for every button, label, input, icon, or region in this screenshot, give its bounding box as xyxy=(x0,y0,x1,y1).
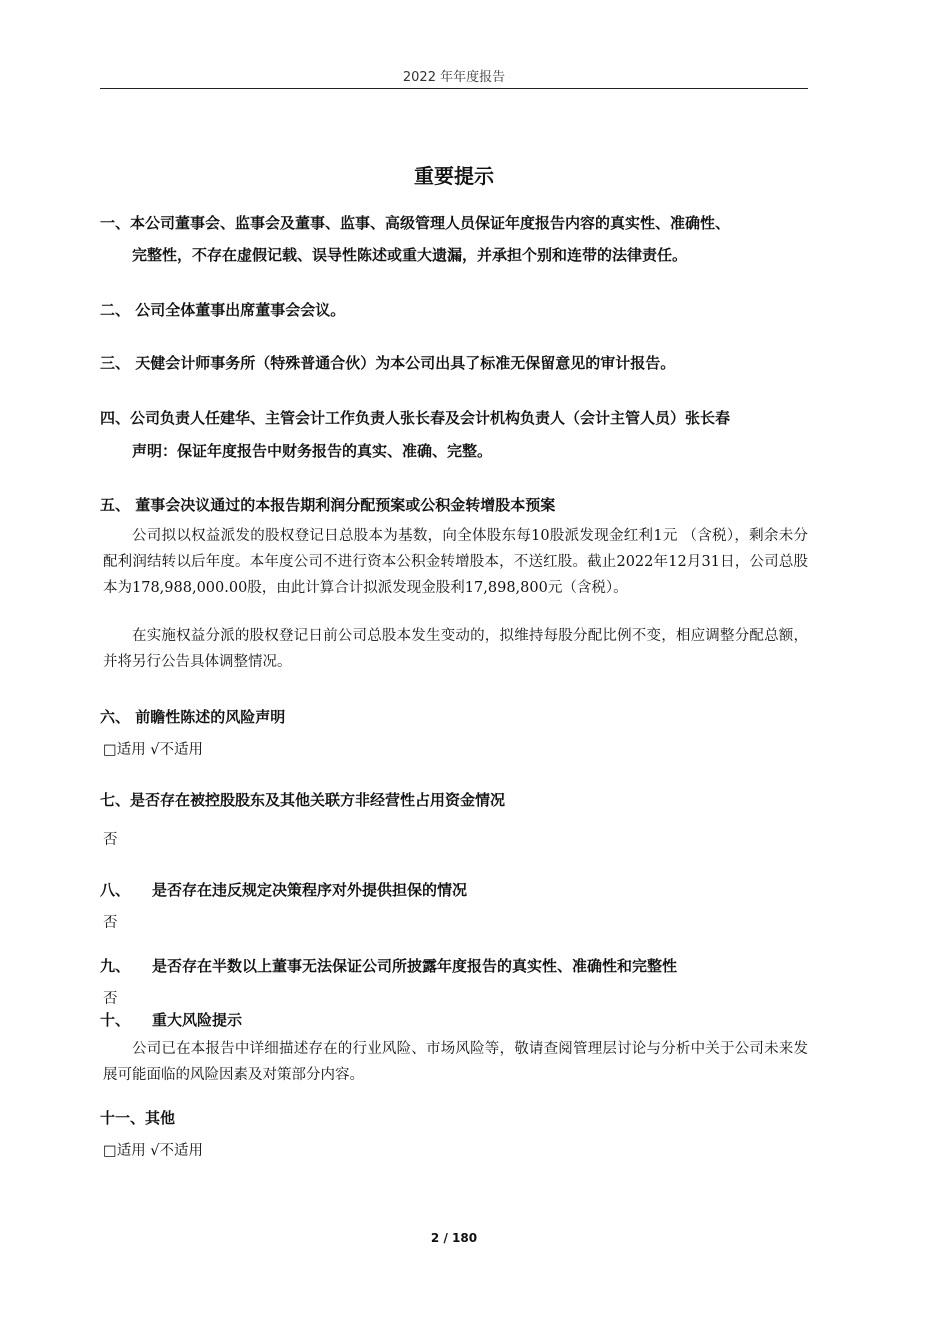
section-5-paragraph-1: 公司拟以权益派发的股权登记日总股本为基数，向全体股东每10股派发现金红利1元 （含税），剩余未分配利润结转以后年度。本年度公司不进行资本公积金转增股本，不送红股。截止2022年12月31日，公司总股本为178,988,000.00股，由此计算合计拟派发现金股利17,898,800元（含税）。 xyxy=(103,528,808,596)
section-8-heading-row xyxy=(100,879,810,900)
section-6-heading: 六、 前瞻性陈述的风险声明 xyxy=(100,708,286,726)
section-1-line-1: 一、本公司董事会、监事会及董事、监事、高级管理人员保证年度报告内容的真实性、准确性、 xyxy=(100,214,731,232)
section-4-line-2: 声明：保证年度报告中财务报告的真实、准确、完整。 xyxy=(132,442,493,460)
section-2: 二、 公司全体董事出席董事会会议。 xyxy=(100,301,346,319)
section-10-heading-row xyxy=(100,1009,810,1030)
section-8-number: 八、 xyxy=(100,881,131,899)
page-header: 2022 年年度报告 xyxy=(402,70,506,85)
page-title: 重要提示 xyxy=(414,164,494,188)
section-4-line-1: 四、公司负责人任建华、主管会计工作负责人张长春及会计机构负责人（会计主管人员）张长春 xyxy=(100,409,731,427)
section-10-number: 十、 xyxy=(100,1011,131,1029)
section-9-number: 九、 xyxy=(100,957,131,975)
section-11-option: □适用 √不适用 xyxy=(103,1143,204,1159)
section-8-heading: 是否存在违反规定决策程序对外提供担保的情况 xyxy=(152,881,468,899)
section-7-answer: 否 xyxy=(103,832,118,848)
section-9-answer: 否 xyxy=(103,991,118,1007)
section-10-heading: 重大风险提示 xyxy=(152,1011,243,1029)
section-11-heading: 十一、其他 xyxy=(100,1109,176,1127)
section-5-paragraph-2: 在实施权益分派的股权登记日前公司总股本发生变动的，拟维持每股分配比例不变，相应调整分配总额，并将另行公告具体调整情况。 xyxy=(103,628,808,670)
section-3: 三、 天健会计师事务所（特殊普通合伙）为本公司出具了标准无保留意见的审计报告。 xyxy=(100,354,676,372)
section-1-line-2: 完整性，不存在虚假记载、误导性陈述或重大遗漏，并承担个别和连带的法律责任。 xyxy=(132,246,688,264)
section-9-heading-row xyxy=(100,955,810,976)
header-rule xyxy=(100,88,808,89)
section-7-heading: 七、是否存在被控股股东及其他关联方非经营性占用资金情况 xyxy=(100,791,506,809)
page-number: 2 / 180 xyxy=(430,1231,478,1245)
section-6-option: □适用 √不适用 xyxy=(103,742,204,758)
section-10-paragraph: 公司已在本报告中详细描述存在的行业风险、市场风险等，敬请查阅管理层讨论与分析中关于公司未来发展可能面临的风险因素及对策部分内容。 xyxy=(103,1041,808,1083)
section-5-heading: 五、 董事会决议通过的本报告期利润分配预案或公积金转增股本预案 xyxy=(100,496,556,514)
section-8-answer: 否 xyxy=(103,915,118,931)
section-9-heading: 是否存在半数以上董事无法保证公司所披露年度报告的真实性、准确性和完整性 xyxy=(152,957,678,975)
